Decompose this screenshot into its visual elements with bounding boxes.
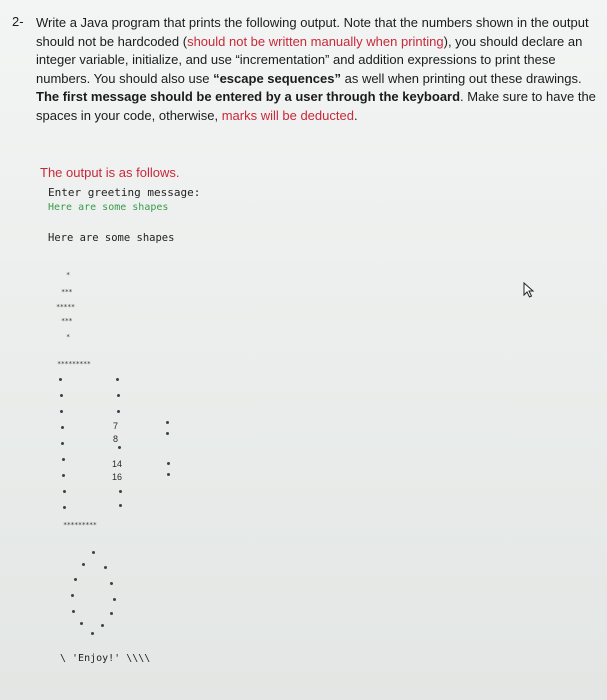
question-text-bold: The first message should be entered by a user through the keyboard: [36, 89, 461, 105]
question-text-part: Write a Java program that prints the following output. Note that the numbers shown in the output should not be hardcoded (: [36, 15, 589, 49]
rect-top-border: *********: [57, 360, 91, 368]
diamond-row: *: [66, 271, 70, 279]
question-number: 2-: [12, 14, 24, 29]
number-label: 8: [113, 434, 119, 444]
diamond-row: ***: [61, 317, 73, 325]
question-text-red: marks will be deducted: [221, 107, 354, 123]
output-title: The output is as follows.: [40, 165, 180, 180]
user-input-line: Here are some shapes: [48, 202, 169, 213]
enjoy-line: \ 'Enjoy!' \\\\: [60, 653, 151, 664]
rect-bottom-border: *********: [63, 521, 97, 529]
number-label: 7: [113, 421, 119, 431]
question-text: [36, 14, 602, 126]
question-text-part: as well when printing out these drawings.: [340, 70, 582, 86]
echo-line: Here are some shapes: [48, 232, 175, 244]
diamond-row: *: [66, 333, 70, 341]
number-label: 16: [112, 472, 123, 482]
mouse-pointer-icon: [522, 282, 538, 298]
question-text-part: .: [353, 107, 358, 123]
diamond-row: *****: [56, 303, 75, 311]
prompt-line: Enter greeting message:: [48, 186, 201, 199]
question-text-part: ), you should declare an integer variable, initialize, and use “incrementation” and addition expressions to print these numbers. You should also use: [36, 33, 583, 86]
number-label: 14: [112, 459, 123, 469]
question-text-bold: “escape sequences”: [213, 70, 341, 86]
question-text-part: . Make sure to have the spaces in your code, otherwise,: [36, 89, 596, 123]
question-text-red: should not be written manually when printing: [187, 33, 444, 49]
diamond-row: ***: [61, 288, 73, 296]
